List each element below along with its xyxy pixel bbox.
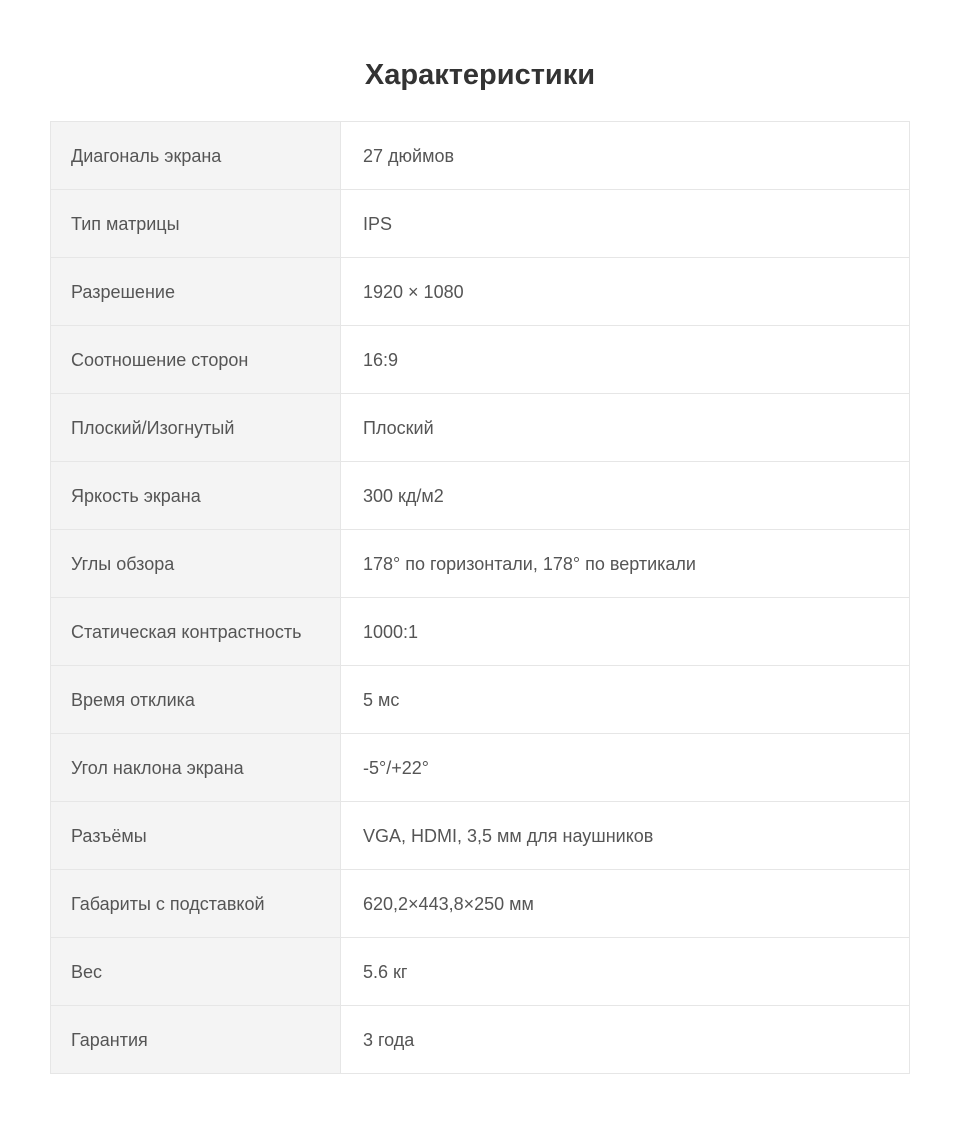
spec-label: Угол наклона экрана: [51, 734, 341, 802]
spec-row-matrix-type: [51, 190, 910, 258]
spec-value: 300 кд/м2: [341, 462, 910, 530]
specs-table: [50, 121, 910, 1074]
spec-row-viewing-angles: [51, 530, 910, 598]
spec-row-dimensions: [51, 870, 910, 938]
spec-row-tilt-angle: [51, 734, 910, 802]
spec-row-warranty: [51, 1006, 910, 1074]
spec-row-brightness: [51, 462, 910, 530]
spec-value: VGA, HDMI, 3,5 мм для наушников: [341, 802, 910, 870]
spec-value: -5°/+22°: [341, 734, 910, 802]
spec-row-contrast: [51, 598, 910, 666]
spec-label: Разрешение: [51, 258, 341, 326]
specs-table-body: [51, 122, 910, 1074]
spec-label: Вес: [51, 938, 341, 1006]
spec-value: 5 мс: [341, 666, 910, 734]
spec-label: Время отклика: [51, 666, 341, 734]
spec-label: Статическая контрастность: [51, 598, 341, 666]
spec-value: Плоский: [341, 394, 910, 462]
spec-row-weight: [51, 938, 910, 1006]
spec-value: 27 дюймов: [341, 122, 910, 190]
spec-value: IPS: [341, 190, 910, 258]
spec-value: 620,2×443,8×250 мм: [341, 870, 910, 938]
spec-value: 5.6 кг: [341, 938, 910, 1006]
spec-value: 3 года: [341, 1006, 910, 1074]
spec-value: 178° по горизонтали, 178° по вертикали: [341, 530, 910, 598]
spec-label: Тип матрицы: [51, 190, 341, 258]
spec-label: Яркость экрана: [51, 462, 341, 530]
spec-label: Разъёмы: [51, 802, 341, 870]
spec-value: 1000:1: [341, 598, 910, 666]
spec-label: Соотношение сторон: [51, 326, 341, 394]
spec-label: Плоский/Изогнутый: [51, 394, 341, 462]
spec-row-diagonal: [51, 122, 910, 190]
spec-row-flat-curved: [51, 394, 910, 462]
spec-label: Углы обзора: [51, 530, 341, 598]
page-title: Характеристики: [364, 59, 596, 92]
spec-row-response-time: [51, 666, 910, 734]
spec-row-resolution: [51, 258, 910, 326]
spec-row-ports: [51, 802, 910, 870]
spec-value: 16:9: [341, 326, 910, 394]
spec-label: Диагональ экрана: [51, 122, 341, 190]
spec-label: Гарантия: [51, 1006, 341, 1074]
spec-label: Габариты с подставкой: [51, 870, 341, 938]
spec-row-aspect-ratio: [51, 326, 910, 394]
spec-value: 1920 × 1080: [341, 258, 910, 326]
